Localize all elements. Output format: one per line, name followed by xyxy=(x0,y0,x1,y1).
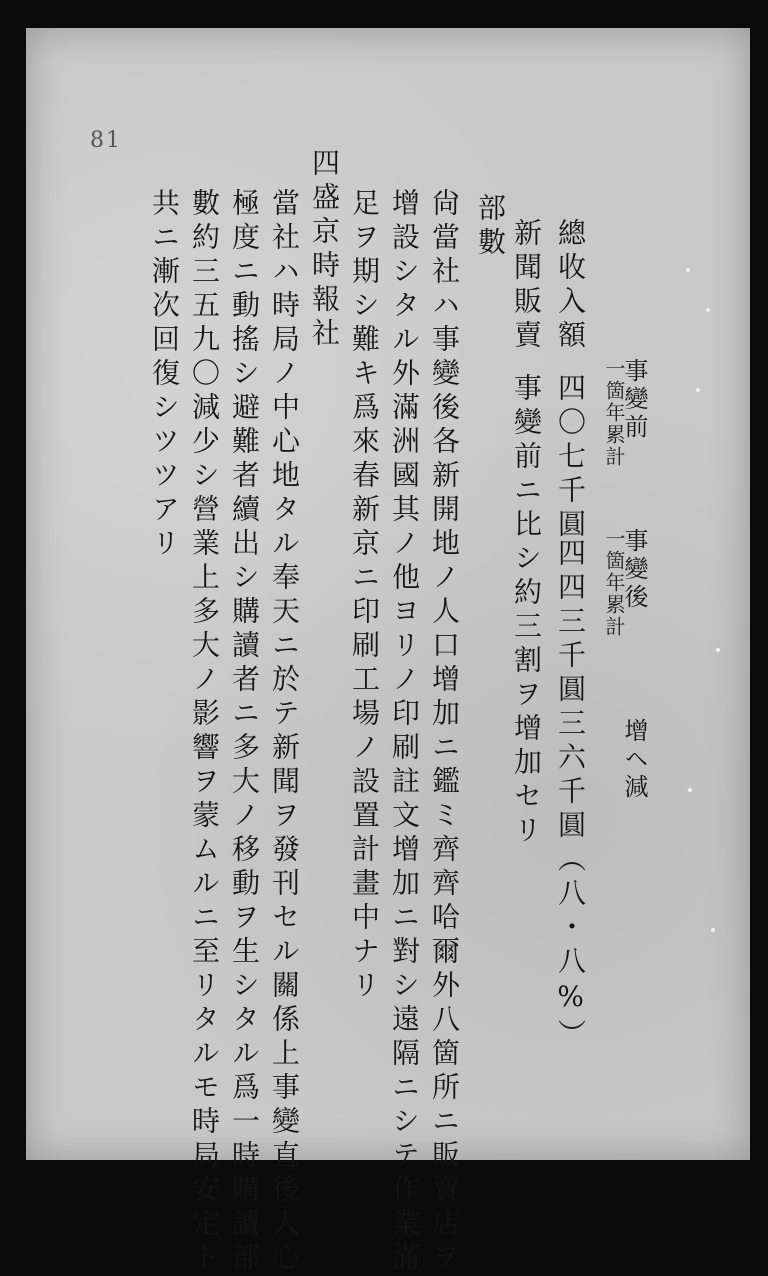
newspaper-label-line1: 新聞販賣 xyxy=(510,218,543,354)
section4-heading: 四盛京時報社 xyxy=(308,148,341,352)
scan-noise xyxy=(676,228,736,1028)
section4-line: 極度ニ動搖シ避難者續出シ購讀者ニ多大ノ移動ヲ生シタル爲一時購讀部 xyxy=(228,188,261,1276)
page-number: 81 xyxy=(90,128,122,153)
section4-line: 當社ハ時局ノ中心地タル奉天ニ於テ新聞ヲ發刊セル關係上事變直後人心 xyxy=(268,188,301,1276)
body-line: 足ヲ期シ難キ爲來春新京ニ印刷工場ノ設置計畫中ナリ xyxy=(348,188,381,1004)
header-before-sub: 一箇年累計 xyxy=(602,358,626,468)
header-after-sub: 一箇年累計 xyxy=(602,528,626,638)
value-change: 三六千圓（八・八%） xyxy=(554,708,587,1053)
newspaper-text: 事變前ニ比シ約三割ヲ增加セリ xyxy=(510,373,543,849)
header-after: 事變後 xyxy=(620,528,648,612)
section4-line: 共ニ漸次回復シツツアリ xyxy=(148,188,181,562)
newspaper-label-line2: 部數 xyxy=(474,193,507,261)
header-before: 事變前 xyxy=(620,358,648,442)
document-page xyxy=(26,28,750,1276)
section4-line: 數約三五九〇減少シ營業上多大ノ影響ヲ蒙ムルニ至リタルモ時局安定ト xyxy=(188,188,221,1276)
body-line: 尙當社ハ事變後各新開地ノ人口增加ニ鑑ミ齊齊哈爾外八箇所ニ販賣店ヲ xyxy=(428,188,461,1276)
row-label-total-revenue: 總收入額 xyxy=(554,218,587,354)
value-before: 四〇七千圓 xyxy=(554,373,587,543)
body-line: 增設シタル外滿洲國其ノ他ヨリノ印刷註文增加ニ對シ遠隔ニシテ作業滿 xyxy=(388,188,421,1276)
header-change: 增ヘ減 xyxy=(620,718,648,802)
value-after: 四四三千圓 xyxy=(554,538,587,708)
